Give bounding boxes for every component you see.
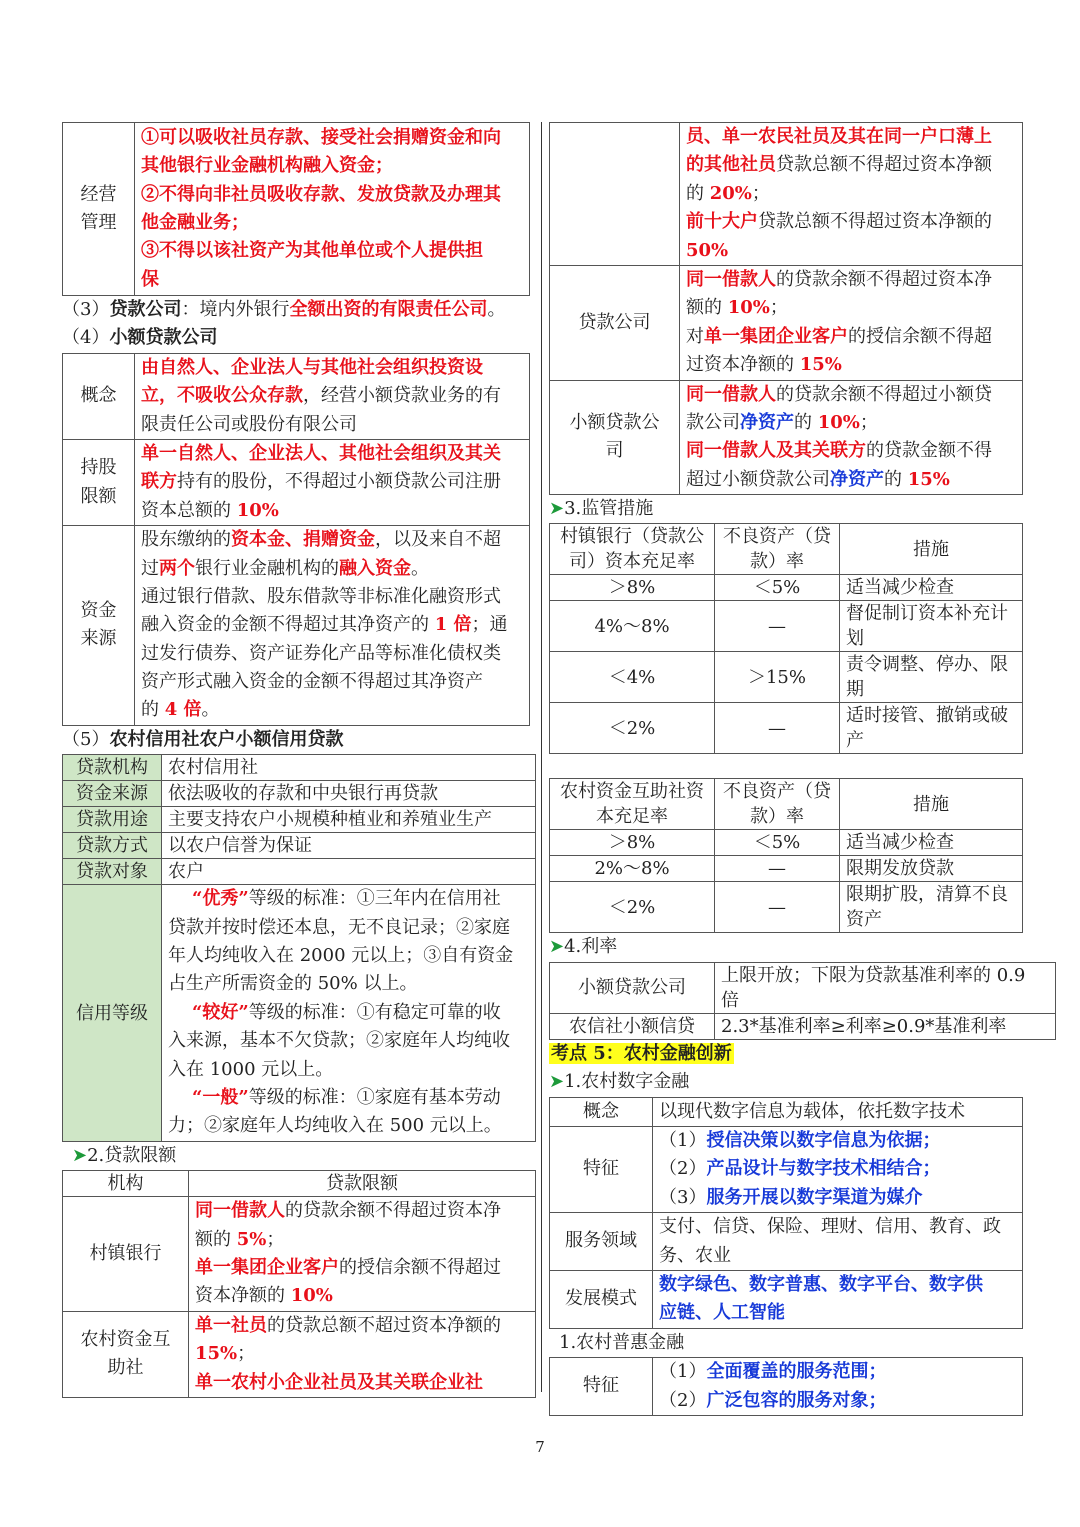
limit-title: ➤2.贷款限额 (72, 1144, 177, 1166)
table-row: 小额贷款公司 上限开放；下限为贷款基准利率的 0.9 倍 (550, 962, 1056, 1013)
table-row: 服务领域 支付、信贷、保险、理财、信用、教育、政 务、农业 (550, 1213, 1023, 1271)
operation-line: ②不得向非社员吸收存款、发放贷款及办理其 (141, 183, 501, 205)
table-row: 贷款方式 以农户信誉为保证 (63, 833, 536, 859)
table-row: 贷款对象 农户 (63, 859, 536, 885)
operation-line: ①可以吸收社员存款、接受社会捐赠资金和向 (141, 126, 501, 148)
table-row: 4%～8% — 督促制订资本补充计划 (550, 601, 1023, 652)
supervision-table-2: 农村资金互助社资本充足率 不良资产（贷款）率 措施 ＞8% ＜5% 适当减少检查 2%～8% — 限期发放贷款 ＜2% — 限期扩股，清算不良资产 (549, 778, 1023, 933)
funds-label: 资金来源 (63, 526, 135, 726)
table-row: 农信社小额信贷 2.3*基准利率≥利率≥0.9*基准利率 (550, 1013, 1056, 1039)
table-row: ＜2% — 适时接管、撤销或破产 (550, 703, 1023, 754)
limit-table-cont: 员、单一农民社员及其在同一户口薄上 的其他社员贷款总额不得超过资本净额 的 20%； 前十大户贷款总额不得超过资本净额的 50% 贷款公司 同一借款人的贷款余额不得超过资本净 额的 10%； 对单一集团企业客户的授信余额不得超 过资本净额的 15% 小额贷款公司 同一借款人的贷款余额不得超过小额贷 款公司净资产的 10%； 同一借款人及其关联方的贷款金额不得 超过小额贷款公司净资产的 15% (549, 122, 1023, 495)
digital-table (549, 1097, 1023, 1329)
inclusive-title: 1.农村普惠金融 (559, 1331, 685, 1353)
table-row: 概念 以现代数字信息为载体，依托数字技术 (550, 1097, 1023, 1126)
inclusive-table (549, 1357, 1023, 1416)
table-row: ＞8% ＜5% 适当减少检查 (550, 830, 1023, 856)
arrow-icon: ➤ (72, 1144, 88, 1166)
loan-company-line: （3）贷款公司：境内外银行全额出资的有限责任公司。 (62, 299, 506, 320)
loan-company-label: 贷款公司 (550, 265, 680, 380)
table-row: 特征 （1）全面覆盖的服务范围； （2）广泛包容的服务对象； (550, 1358, 1023, 1416)
operation-table (62, 122, 530, 296)
left-column (62, 122, 536, 1398)
rate-title: ➤4.利率 (549, 936, 618, 958)
table-row: 贷款机构 农村信用社 (63, 755, 536, 781)
table-row: 发展模式 数字绿色、数字普惠、数字平台、数字供 应链、人工智能 (550, 1271, 1023, 1329)
table-row: ＜4% ＞15% 责令调整、停办、限期 (550, 652, 1023, 703)
operation-line: 其他银行业金融机构融入资金； (141, 155, 393, 177)
table-row: 2%～8% — 限期发放贷款 (550, 856, 1023, 882)
table-row: 贷款用途 主要支持农户小规模种植业和养殖业生产 (63, 807, 536, 833)
page-number: 7 (535, 1438, 545, 1456)
rate-table (549, 962, 1056, 1040)
operation-line: 保 (141, 268, 159, 290)
operation-line: 他金融业务； (141, 212, 249, 233)
micro-table: 概念 由自然人、企业法人与其他社会组织投资设 立，不吸收公众存款，经营小额贷款业务的有 限责任公司或股份有限公司 持股限额 单一自然人、企业法人、其他社会组织及其关 联方持有的股份，不得超过小额贷款公司注册 资本总额的 10% 资金来源 股东缴纳的资本金、捐赠资金，以及来自不超 过两个银行业金融机构的融入资金。 通过银行借款、股东借款等非标准化融资形式 融入资金的金额不得超过其净资产的 1 倍；通 过发行债券、资产证券化产品等标准化债权类 资产形式融入资金的金额不得超过其净资产 的 4 倍。 (62, 353, 530, 726)
share-label: 持股限额 (63, 439, 135, 525)
mutual-aid-label: 农村资金互助社 (63, 1311, 189, 1397)
table-row: ＜2% — 限期扩股，清算不良资产 (550, 882, 1023, 933)
arrow-icon: ➤ (549, 498, 565, 520)
micro-company-label: 小额贷款公司 (550, 380, 680, 495)
grade-label: 信用等级 (63, 885, 162, 1142)
right-column (549, 122, 1026, 1416)
table-row: ＞8% ＜5% 适当减少检查 (550, 575, 1023, 601)
micro-title: （4）小额贷款公司 (62, 327, 218, 349)
arrow-icon: ➤ (549, 1071, 565, 1093)
point5-title: 考点 5：农村金融创新 (551, 1042, 732, 1064)
column-divider (541, 122, 542, 1392)
table-row: 资金来源 依法吸收的存款和中央银行再贷款 (63, 781, 536, 807)
credit-table (62, 754, 536, 1142)
table-row: 信用等级 “优秀”等级的标准：①三年内在信用社 贷款并按时偿还本息，无不良记录；②家庭 年人均纯收入在 2000 元以上；③自有资金 占生产所需资金的 50% 以上。 “较好”等级的标准：①有稳定可靠的收 入来源，基本不欠贷款；②家庭年人均纯收 入在 1000 元以上。 “一般”等级的标准：①家庭有基本劳动 力；②家庭年人均纯收入在 500 元以上。 (63, 885, 536, 1142)
concept-label: 概念 (63, 353, 135, 439)
supervision-title: ➤3.监管措施 (549, 498, 654, 520)
operation-line: ③不得以该社资产为其他单位或个人提供担 (141, 240, 483, 262)
digital-title: ➤1.农村数字金融 (549, 1071, 690, 1093)
operation-label: 经营管理 (63, 123, 135, 296)
arrow-icon: ➤ (549, 936, 565, 958)
limit-table: 机构 贷款限额 村镇银行 同一借款人的贷款余额不得超过资本净 额的 5%； 单一集团企业客户的授信余额不得超过 资本净额的 10% 农村资金互助社 单一社员的贷款总额不超过资本净额的 15%； 单一农村小企业社员及其关联企业社 (62, 1170, 536, 1398)
village-bank-label: 村镇银行 (63, 1197, 189, 1312)
credit-title: （5）农村信用社农户小额信用贷款 (62, 728, 344, 750)
table-row: 特征 （1）授信决策以数字信息为依据； （2）产品设计与数字技术相结合； （3）服务开展以数字渠道为媒介 (550, 1127, 1023, 1213)
supervision-table-1: 村镇银行（贷款公司）资本充足率 不良资产（贷款）率 措施 ＞8% ＜5% 适当减少检查 4%～8% — 督促制订资本补充计划 ＜4% ＞15% 责令调整、停办、限期 ＜2% — 适时接管、撤销或破产 (549, 523, 1023, 754)
